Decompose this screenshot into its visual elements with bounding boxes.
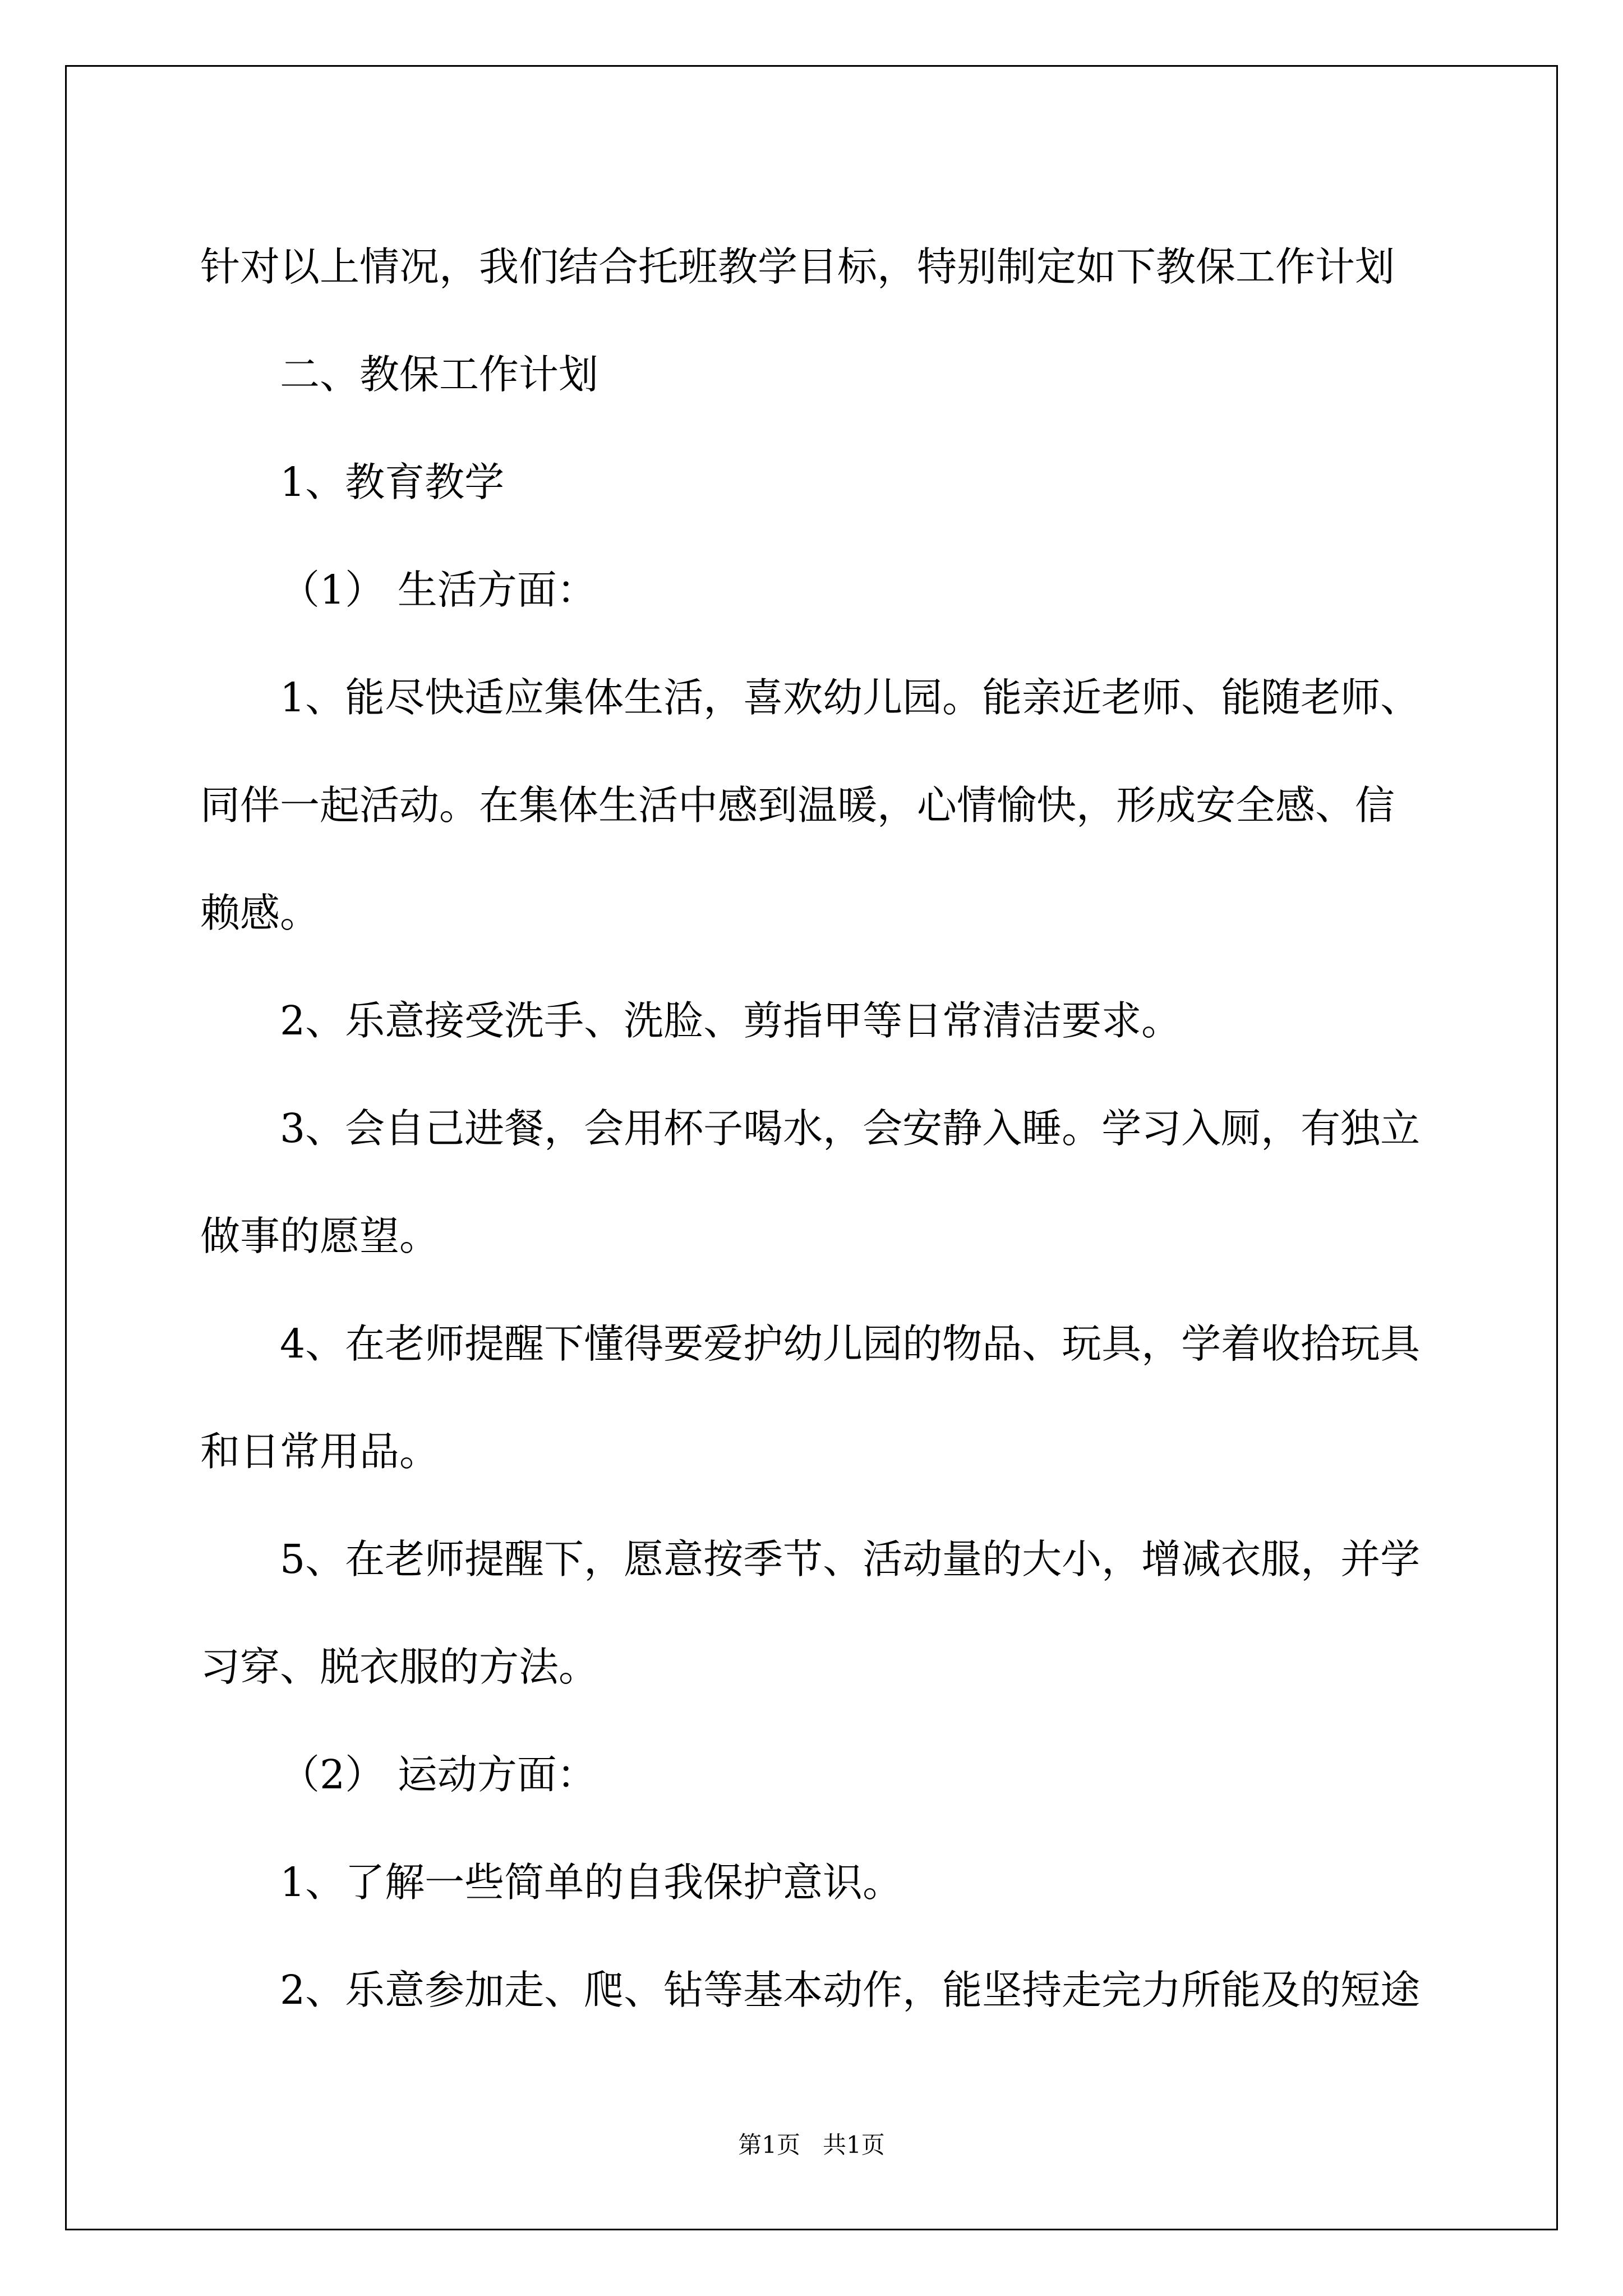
- text-line: 赖感。: [200, 890, 320, 936]
- text-line: 1、能尽快适应集体生活，喜欢幼儿园。能亲近老师、能随老师、: [280, 674, 1421, 721]
- document-body: [200, 213, 1434, 2044]
- text-line: 同伴一起活动。在集体生活中感到温暖，心情愉快，形成安全感、信: [200, 782, 1395, 829]
- text-line: 5、在老师提醒下，愿意按季节、活动量的大小，增减衣服，并学: [280, 1536, 1421, 1582]
- subsection-heading: （2） 运动方面：: [280, 1751, 597, 1798]
- text-line: 习穿、脱衣服的方法。: [200, 1644, 599, 1690]
- text-line: 3、会自己进餐，会用杯子喝水，会安静入睡。学习入厕，有独立: [280, 1105, 1421, 1152]
- text-line: 2、乐意参加走、爬、钻等基本动作，能坚持走完力所能及的短途: [280, 1967, 1421, 2013]
- text-line: 和日常用品。: [200, 1428, 440, 1475]
- subsection-heading: （1） 生活方面：: [280, 567, 597, 613]
- page-number: 第1页: [738, 2131, 800, 2159]
- page-total: 共1页: [823, 2131, 885, 2159]
- text-line: 2、乐意接受洗手、洗脸、剪指甲等日常清洁要求。: [280, 997, 1182, 1044]
- text-line: 1、了解一些简单的自我保护意识。: [280, 1859, 903, 1906]
- subsection-heading: 1、教育教学: [280, 459, 505, 505]
- page-footer: [0, 2128, 1623, 2162]
- text-line: 做事的愿望。: [200, 1213, 440, 1259]
- text-line: 针对以上情况，我们结合托班教学目标，特别制定如下教保工作计划: [200, 243, 1395, 290]
- section-heading: 二、教保工作计划: [280, 351, 599, 398]
- text-line: 4、在老师提醒下懂得要爱护幼儿园的物品、玩具，学着收拾玩具: [280, 1320, 1421, 1367]
